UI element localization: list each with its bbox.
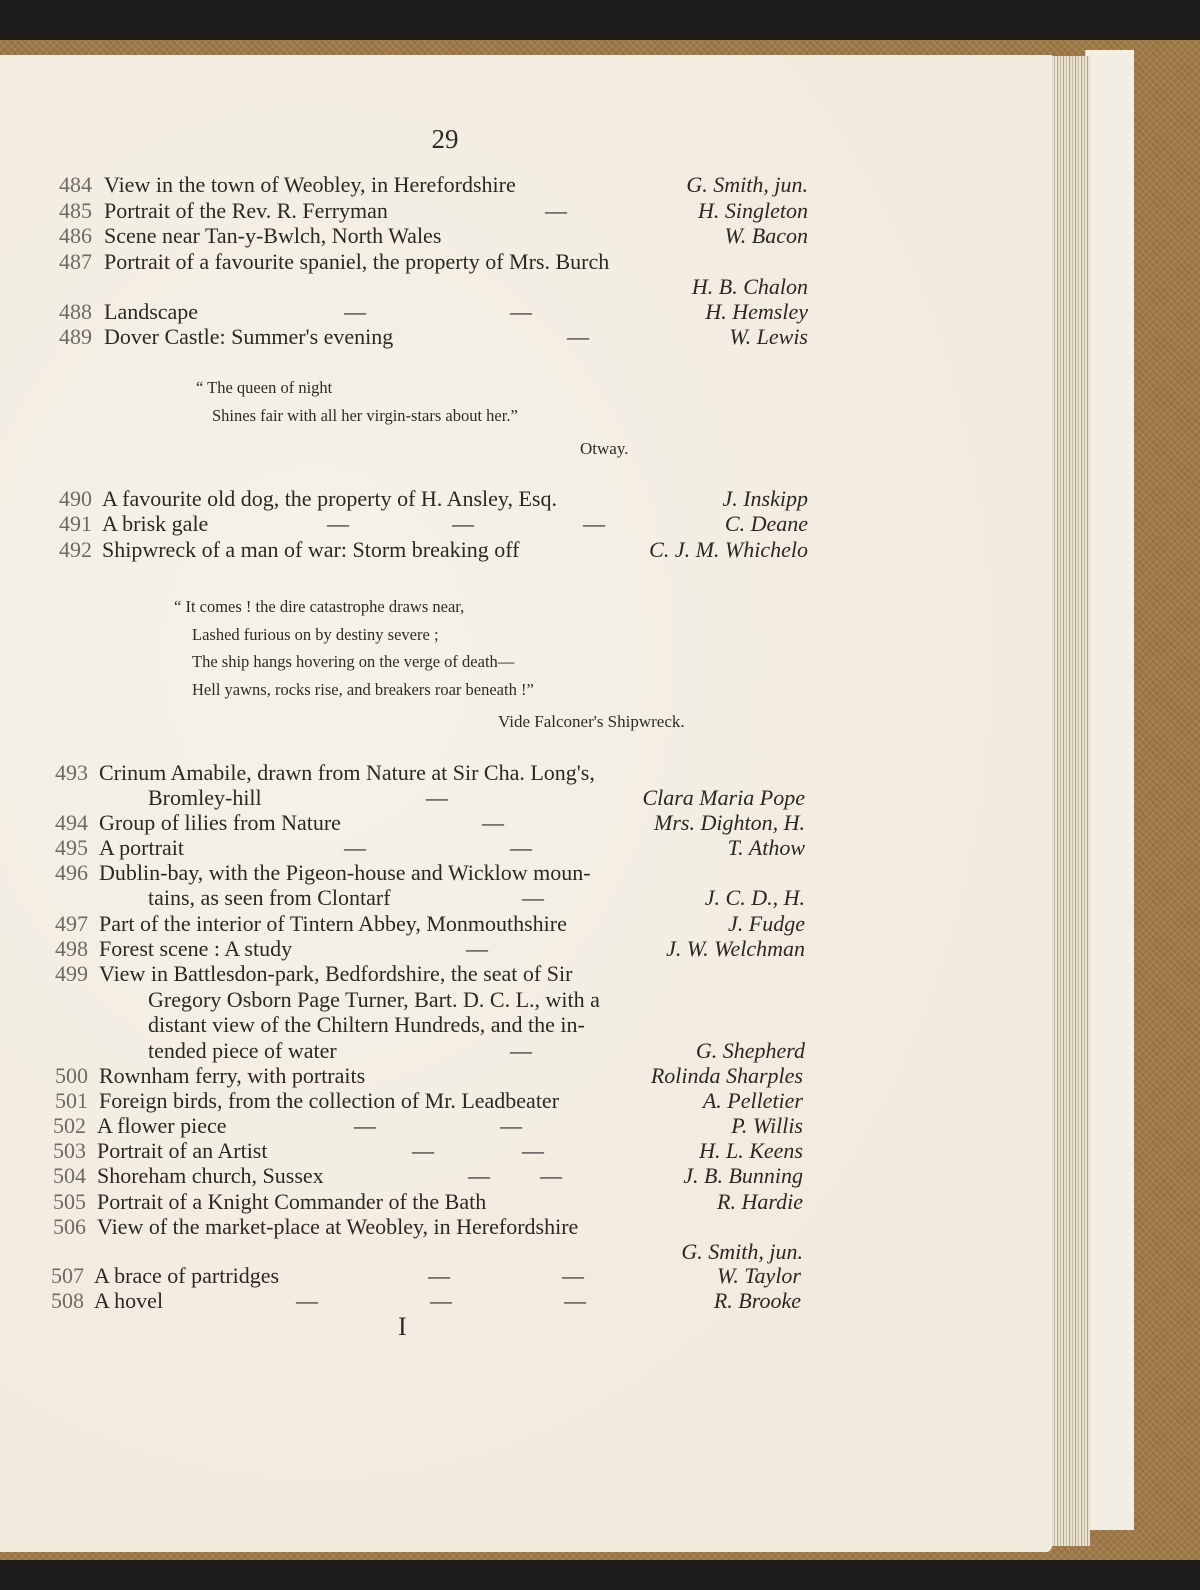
entry-title: Part of the interior of Tintern Abbey, Monmouthshire (99, 911, 567, 936)
entry-number: 505 (53, 1189, 86, 1214)
entry-number: 506 (53, 1214, 86, 1239)
entry-artist: G. Smith, jun. (681, 1239, 803, 1264)
entry-number: 488 (59, 299, 92, 324)
dash: — (482, 810, 504, 835)
epigraph-line: Shines fair with all her virgin-stars about her.” (212, 406, 518, 425)
entry-title: Crinum Amabile, drawn from Nature at Sir Cha. Long's, (99, 760, 595, 785)
entry-artist: J. Fudge (728, 911, 805, 936)
entry-title: A hovel (94, 1288, 164, 1313)
catalogue-entry (0, 223, 1052, 249)
catalogue-entry (0, 835, 1052, 861)
page-edges (1048, 56, 1090, 1546)
entry-title: Dublin-bay, with the Pigeon-house and Wicklow moun- (99, 860, 591, 885)
dash: — (522, 1138, 544, 1163)
entry-number: 498 (55, 936, 88, 961)
catalogue-entry (0, 172, 1052, 198)
catalogue-entry (0, 961, 1052, 987)
dash: — (412, 1138, 434, 1163)
catalogue-entry (0, 1189, 1052, 1215)
entry-artist: P. Willis (731, 1113, 803, 1138)
back-endpaper (1085, 50, 1134, 1530)
entry-number: 499 (55, 961, 88, 986)
entry-number: 485 (59, 198, 92, 223)
entry-title: A brisk gale (102, 511, 209, 536)
catalogue-entry (0, 1214, 1052, 1240)
epigraph-line: Hell yawns, rocks rise, and breakers roar beneath !” (192, 680, 534, 699)
entry-number: 503 (53, 1138, 86, 1163)
entry-title: Shoreham church, Sussex (97, 1163, 324, 1188)
dash: — (327, 511, 349, 536)
catalogue-entry (0, 911, 1052, 937)
epigraph-attribution: Vide Falconer's Shipwreck. (498, 712, 685, 731)
entry-artist: J. Inskipp (722, 486, 808, 511)
entry-number: 494 (55, 810, 88, 835)
dash: — (430, 1288, 452, 1313)
entry-title-continuation: tended piece of water (148, 1038, 337, 1063)
entry-number: 507 (51, 1263, 84, 1288)
entry-title: Foreign birds, from the collection of Mr. Leadbeater (99, 1088, 560, 1113)
epigraph-line: “ It comes ! the dire catastrophe draws near, (174, 597, 465, 616)
entry-title-continuation: tains, as seen from Clontarf (148, 885, 391, 910)
dash: — (426, 785, 448, 810)
entry-title: A brace of partridges (94, 1263, 280, 1288)
entry-artist: H. Singleton (698, 198, 808, 223)
dash: — (354, 1113, 376, 1138)
entry-title: Group of lilies from Nature (99, 810, 341, 835)
entry-number: 491 (59, 511, 92, 536)
dash: — (510, 299, 532, 324)
catalogue-entry (0, 1063, 1052, 1089)
entry-artist: J. W. Welchman (666, 936, 805, 961)
dash: — (428, 1263, 450, 1288)
signature-mark: I (398, 1312, 407, 1341)
catalogue-entry-continuation (0, 987, 1052, 1013)
entry-title: Landscape (104, 299, 199, 324)
entry-artist: G. Shepherd (695, 1038, 805, 1063)
entry-number: 496 (55, 860, 88, 885)
dash: — (344, 835, 366, 860)
entry-number: 490 (59, 486, 92, 511)
dash: — (583, 511, 605, 536)
entry-number: 497 (55, 911, 88, 936)
catalogue-entry (0, 249, 1052, 275)
catalogue-entry (0, 936, 1052, 962)
catalogue-entry-continuation (0, 1038, 1052, 1064)
dash: — (500, 1113, 522, 1138)
catalogue-entry (0, 198, 1052, 224)
catalogue-entry (0, 1113, 1052, 1139)
epigraph-attribution: Otway. (580, 439, 629, 458)
entry-artist: H. L. Keens (699, 1138, 803, 1163)
entry-title: View in the town of Weobley, in Herefordshire (104, 172, 516, 197)
entry-artist: Rolinda Sharples (650, 1063, 803, 1088)
entry-number: 502 (53, 1113, 86, 1138)
entry-artist: C. J. M. Whichelo (649, 537, 808, 562)
catalogue-entry-continuation (0, 274, 1052, 300)
catalogue-entry (0, 760, 1052, 786)
catalogue-entry (0, 1088, 1052, 1114)
entry-title: Forest scene : A study (99, 936, 293, 961)
entry-title: Shipwreck of a man of war: Storm breaking off (102, 537, 520, 562)
entry-title-continuation: distant view of the Chiltern Hundreds, and the in- (148, 1012, 585, 1037)
entry-artist: T. Athow (727, 835, 805, 860)
entry-number: 508 (51, 1288, 84, 1313)
entry-title-continuation: Gregory Osborn Page Turner, Bart. D. C. L., with a (148, 987, 600, 1012)
catalogue-entry (0, 860, 1052, 886)
entry-title: A favourite old dog, the property of H. Ansley, Esq. (102, 486, 557, 511)
dash: — (296, 1288, 318, 1313)
entry-number: 495 (55, 835, 88, 860)
dash: — (564, 1288, 586, 1313)
entry-title: Portrait of an Artist (97, 1138, 268, 1163)
catalogue-entry (0, 537, 1052, 563)
dash: — (466, 936, 488, 961)
catalogue-entry-continuation (0, 785, 1052, 811)
entry-number: 501 (55, 1088, 88, 1113)
entry-title: Rownham ferry, with portraits (99, 1063, 366, 1088)
dash: — (540, 1163, 562, 1188)
entry-artist: H. Hemsley (705, 299, 808, 324)
entry-artist: J. B. Bunning (683, 1163, 803, 1188)
entry-number: 504 (53, 1163, 86, 1188)
entry-artist: C. Deane (724, 511, 808, 536)
entry-title: A flower piece (97, 1113, 227, 1138)
entry-number: 489 (59, 324, 92, 349)
dash: — (344, 299, 366, 324)
entry-number: 500 (55, 1063, 88, 1088)
entry-title: Portrait of the Rev. R. Ferryman (104, 198, 388, 223)
page-number: 29 (431, 124, 459, 154)
dash: — (510, 1038, 532, 1063)
catalogue-entry (0, 299, 1052, 325)
catalogue-entry (0, 1288, 1052, 1314)
dash: — (545, 198, 567, 223)
entry-artist: R. Brooke (713, 1288, 801, 1313)
entry-title: Scene near Tan-y-Bwlch, North Wales (104, 223, 442, 248)
entry-number: 493 (55, 760, 88, 785)
entry-title: A portrait (99, 835, 184, 860)
dash: — (567, 324, 589, 349)
entry-artist: J. C. D., H. (704, 885, 805, 910)
entry-title-continuation: Bromley-hill (148, 785, 262, 810)
catalogue-entry (0, 1263, 1052, 1289)
catalogue-entry (0, 810, 1052, 836)
catalogue-entry-continuation (0, 885, 1052, 911)
catalogue-entry (0, 324, 1052, 350)
dash: — (452, 511, 474, 536)
entry-number: 487 (59, 249, 92, 274)
catalogue-entry (0, 1163, 1052, 1189)
dash: — (522, 885, 544, 910)
entry-artist: Clara Maria Pope (642, 785, 805, 810)
epigraph-line: Lashed furious on by destiny severe ; (192, 625, 439, 644)
entry-number: 486 (59, 223, 92, 248)
catalogue-entry (0, 486, 1052, 512)
entry-title: Portrait of a Knight Commander of the Bath (97, 1189, 487, 1214)
entry-title: Dover Castle: Summer's evening (104, 324, 394, 349)
dash: — (468, 1163, 490, 1188)
entry-title: View in Battlesdon-park, Bedfordshire, the seat of Sir (99, 961, 573, 986)
entry-artist: Mrs. Dighton, H. (654, 810, 805, 835)
entry-artist: W. Bacon (724, 223, 808, 248)
catalogue-entry (0, 511, 1052, 537)
entry-artist: R. Hardie (717, 1189, 803, 1214)
entry-number: 484 (59, 172, 92, 197)
entry-artist: W. Lewis (729, 324, 808, 349)
catalogue-entry-continuation (0, 1012, 1052, 1038)
catalogue-entry-continuation (0, 1239, 1052, 1265)
entry-artist: W. Taylor (717, 1263, 801, 1288)
epigraph-line: “ The queen of night (196, 378, 333, 397)
entry-artist: H. B. Chalon (691, 274, 808, 299)
epigraph-line: The ship hangs hovering on the verge of death— (192, 652, 515, 671)
entry-artist: A. Pelletier (702, 1088, 803, 1113)
dash: — (510, 835, 532, 860)
entry-number: 492 (59, 537, 92, 562)
entry-artist: G. Smith, jun. (686, 172, 808, 197)
dash: — (562, 1263, 584, 1288)
catalogue-entry (0, 1138, 1052, 1164)
entry-title: Portrait of a favourite spaniel, the property of Mrs. Burch (104, 249, 610, 274)
entry-title: View of the market-place at Weobley, in Herefordshire (97, 1214, 579, 1239)
